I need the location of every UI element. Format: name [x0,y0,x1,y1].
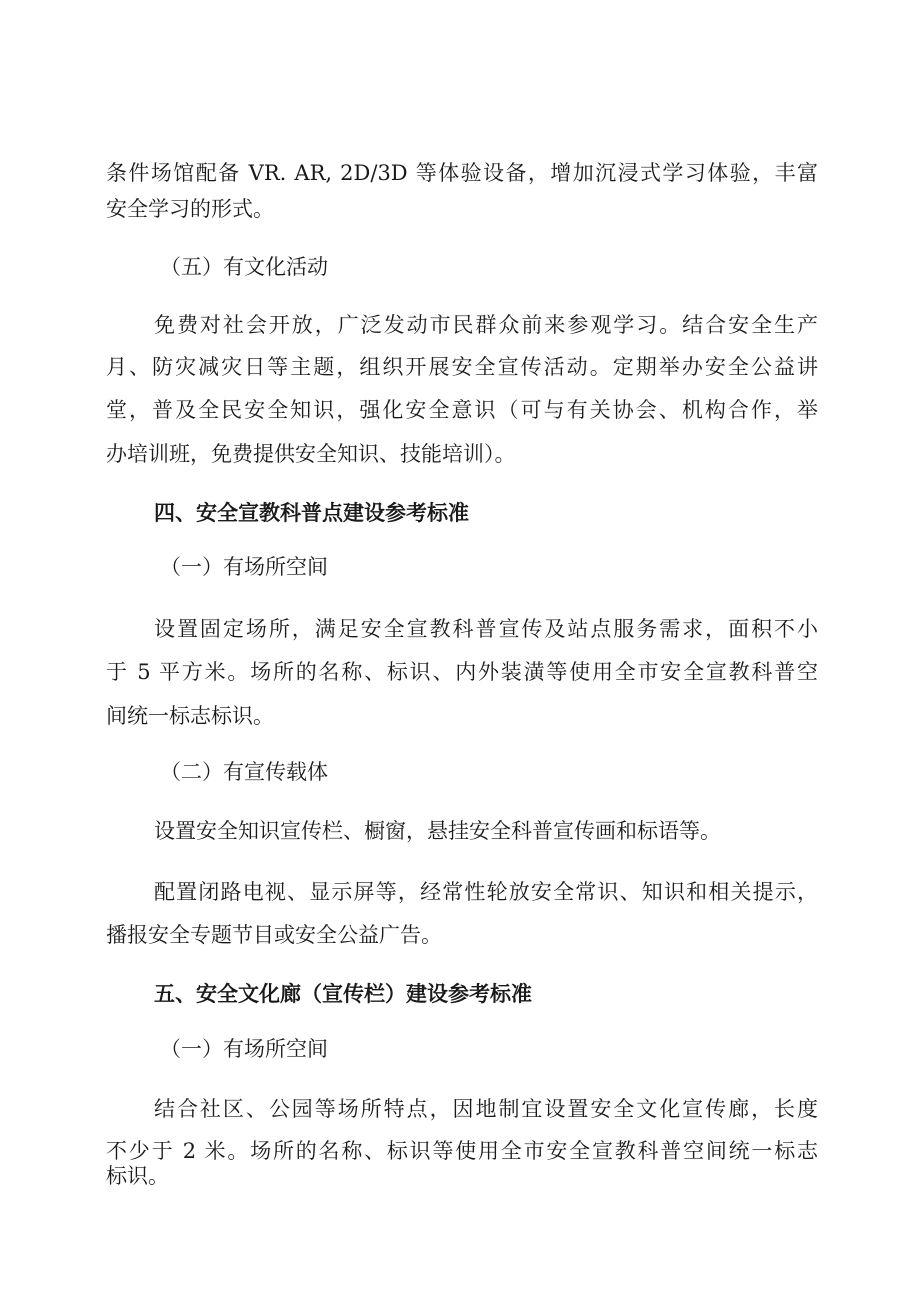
paragraph-line: 间统一标志标识。 [106,704,274,728]
section-heading: 五、安全文化廊（宣传栏）建设参考标准 [154,982,532,1006]
subsection-title: （五）有文化活动 [160,255,328,279]
paragraph-line: 不少于 2 米。场所的名称、标识等使用全市安全宣教科普空间统一标志 [106,1139,818,1163]
paragraph-line: 堂，普及全民安全知识，强化安全意识（可与有关协会、机构合作，举 [106,398,818,422]
paragraph-line: 设置安全知识宣传栏、橱窗，悬挂安全科普宣传画和标语等。 [154,819,721,843]
paragraph-line: 办培训班，免费提供安全知识、技能培训）。 [106,442,516,466]
paragraph-line: 播报安全专题节目或安全公益广告。 [106,923,442,947]
paragraph-line: 设置固定场所，满足安全宣教科普宣传及站点服务需求，面积不小 [154,617,818,641]
paragraph-line: 免费对社会开放，广泛发动市民群众前来参观学习。结合安全生产 [154,313,818,337]
paragraph-line: 结合社区、公园等场所特点，因地制宜设置安全文化宣传廊，长度 [154,1097,818,1121]
paragraph-line: 于 5 平方米。场所的名称、标识、内外装潢等使用全市安全宣教科普空 [106,660,818,684]
paragraph-line: 条件场馆配备 VR. AR, 2D/3D 等体验设备，增加沉浸式学习体验，丰富 [106,161,818,185]
section-heading: 四、安全宣教科普点建设参考标准 [154,501,469,525]
paragraph-line: 配置闭路电视、显示屏等，经常性轮放安全常识、知识和相关提示， [154,880,818,904]
paragraph-line: 标识。 [106,1164,169,1188]
paragraph-line: 月、防灾减灾日等主题，组织开展安全宣传活动。定期举办安全公益讲 [106,355,818,379]
paragraph-line: 安全学习的形式。 [106,197,274,221]
subsection-title: （二）有宣传载体 [160,760,328,784]
subsection-title: （一）有场所空间 [160,1037,328,1061]
subsection-title: （一）有场所空间 [160,555,328,579]
